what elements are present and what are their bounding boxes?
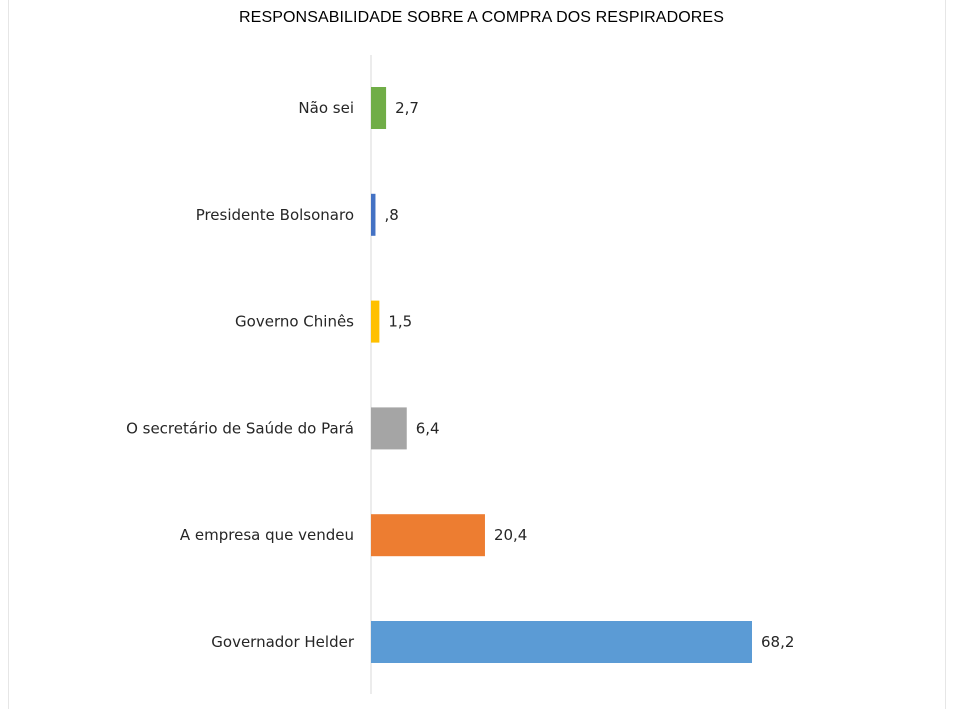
- category-label-5: A empresa que vendeu: [179, 526, 354, 545]
- bar-3: [371, 301, 379, 343]
- category-label-1: Não sei: [298, 99, 354, 117]
- bar-5: [371, 514, 485, 556]
- bar-2: [371, 194, 375, 236]
- bar-4: [371, 407, 407, 449]
- category-label-4: O secretário de Saúde do Pará: [126, 419, 354, 438]
- bar-6: [371, 621, 752, 663]
- value-label-5: 20,4: [493, 526, 528, 545]
- category-label-2: Presidente Bolsonaro: [195, 205, 354, 224]
- chart-title: RESPONSABILIDADE SOBRE A COMPRA DOS RESPIRADORES: [239, 9, 724, 26]
- value-label-2: ,8: [384, 205, 399, 224]
- value-label-3: 1,5: [388, 312, 413, 331]
- bar-1: [371, 87, 386, 129]
- value-label-1: 2,7: [395, 99, 419, 117]
- category-label-3: Governo Chinês: [235, 312, 354, 331]
- value-label-4: 6,4: [415, 419, 440, 438]
- bars-group: [126, 87, 794, 663]
- category-label-6: Governador Helder: [211, 633, 354, 651]
- value-label-6: 68,2: [761, 633, 795, 651]
